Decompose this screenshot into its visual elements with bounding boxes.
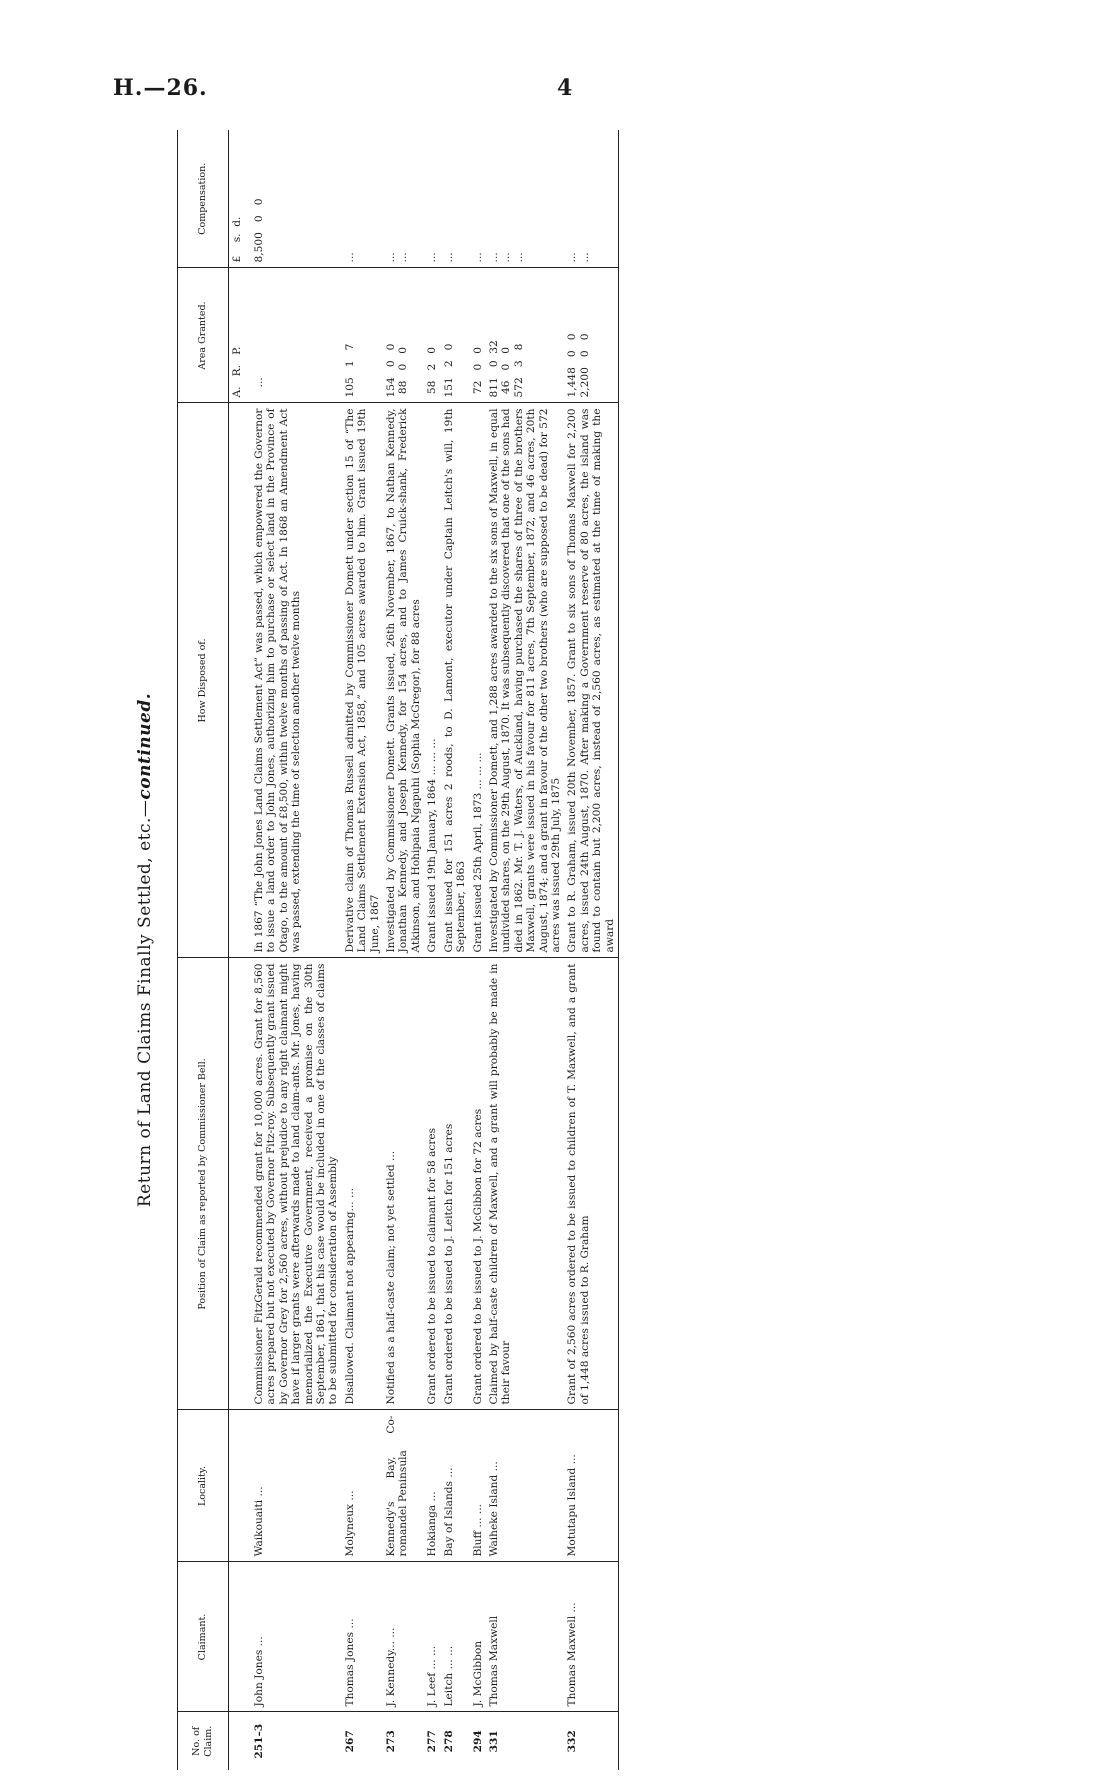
col-header-claimant: Claimant. bbox=[178, 1562, 229, 1712]
locality: Motutapu Island ... bbox=[564, 1410, 618, 1562]
claimant: Thomas Maxwell bbox=[486, 1562, 564, 1712]
claimant: J. McGibbon bbox=[470, 1562, 486, 1712]
how-disposed: Grant issued 19th January, 1864 ... ... ... bbox=[424, 403, 440, 958]
compensation: 8,500 0 0 bbox=[251, 130, 342, 268]
compensation: ... bbox=[470, 130, 486, 268]
compensation: ... ... ... bbox=[486, 130, 564, 268]
area-granted: 151 2 0 bbox=[441, 268, 470, 403]
claimant: John Jones ... bbox=[251, 1562, 342, 1712]
locality: Bluff ... ... bbox=[470, 1410, 486, 1562]
claimant: J. Kennedy... ... bbox=[383, 1562, 424, 1712]
area-granted: 58 2 0 bbox=[424, 268, 440, 403]
locality: Kennedy's Bay, Co-romandel Peninsula bbox=[383, 1410, 424, 1562]
table-row bbox=[229, 130, 252, 1770]
area-units: A. R. P. bbox=[229, 268, 252, 403]
how-disposed: Investigated by Commissioner Domett. Grants issued, 26th November, 1867, to Nathan Kennedy, Jonathan Kennedy, and Joseph Kennedy, for 154 acres, and to James Cruick-shank, Frederick Atkinson, and Hohipaia Ngapuhi (Sophia McGregor), for 88 acres bbox=[383, 403, 424, 958]
how-disposed: Grant issued 25th April, 1873 ... ... ... bbox=[470, 403, 486, 958]
locality: Bay of Islands ... bbox=[441, 1410, 470, 1562]
locality: Waiheke Island ... bbox=[486, 1410, 564, 1562]
table-row bbox=[564, 130, 618, 1770]
locality: Waikouaiti ... bbox=[251, 1410, 342, 1562]
claim-number: 294 bbox=[471, 1730, 484, 1753]
claimant: Thomas Maxwell ... bbox=[564, 1562, 618, 1712]
claim-number: 332 bbox=[564, 1712, 618, 1770]
compensation: ... bbox=[441, 130, 470, 268]
claimant: Leitch ... ... bbox=[441, 1562, 470, 1712]
claim-position: Commissioner FitzGerald recommended grant for 10,000 acres. Grant for 8,560 acres prepared but not executed by Governor Fitz-roy. Subsequently grant issued by Governor Grey for 2,560 acres, without prejudice to any right claimant might have if larger grants were afterwards made to land claim-ants. Mr. Jones, having memorialized the Executive Government, received a promise on the 30th September, 1861, that his case would be included in one of the classes of claims to be submitted for consideration of Assembly bbox=[251, 958, 342, 1410]
claim-number: 278 bbox=[442, 1730, 455, 1753]
claim-number: 251–3 bbox=[253, 1723, 265, 1759]
table-row bbox=[486, 130, 564, 1770]
area-granted: 154 0 0 88 0 0 bbox=[383, 268, 424, 403]
how-disposed: Investigated by Commissioner Domett, and 1,288 acres awarded to the six sons of Maxwell, in equal undivided shares, on the 29th August, 1870. It was subsequently discovered that one of the sons had died in 1862. Mr. T. J. Waters, of Auckland, having purchased the shares of three of the brothers Maxwell, grants were issued in his favour for 811 acres, 7th September, 1872, and 46 acres, 20th August, 1874; and a grant in favour of the other two brothers (who are supposed to be dead) for 572 acres was issued 29th July, 1875 bbox=[486, 403, 564, 958]
col-header-disposed: How Disposed of. bbox=[178, 403, 229, 958]
claimant: Thomas Jones ... bbox=[342, 1562, 383, 1712]
claim-position: Grant ordered to be issued to J. Leitch for 151 acres bbox=[441, 958, 470, 1410]
claim-position: Claimed by half-caste children of Maxwell, and a grant will probably be made in their favour bbox=[486, 958, 564, 1410]
table-title bbox=[135, 130, 155, 1770]
rotated-return-table bbox=[125, 130, 1055, 1770]
land-claims-table bbox=[177, 130, 619, 1770]
col-header-compensation: Compensation. bbox=[178, 130, 229, 268]
col-header-area: Area Granted. bbox=[178, 268, 229, 403]
claim-position: Notified as a half-caste claim; not yet settled ... bbox=[383, 958, 424, 1410]
col-header-no: No. of Claim. bbox=[178, 1712, 229, 1770]
table-row bbox=[441, 130, 470, 1770]
how-disposed: In 1867 “The John Jones Land Claims Settlement Act” was passed, which empowered the Governor to issue a land order to John Jones, authorizing him to purchase or select land in the Province of Otago, to the amount of £8,500, within twelve months of passing of Act. In 1868 an Amendment Act was passed, extending the time of selection another twelve months bbox=[251, 403, 342, 958]
area-granted: 72 0 0 bbox=[470, 268, 486, 403]
compensation-units: £ s. d. bbox=[229, 130, 252, 268]
how-disposed: Derivative claim of Thomas Russell admitted by Commissioner Domett under section 15 of “The Land Claims Settlement Extension Act, 1858,” and 105 acres awarded to him. Grant issued 19th June, 1867 bbox=[342, 403, 383, 958]
locality: Hokianga ... bbox=[424, 1410, 440, 1562]
claim-number: 331 bbox=[487, 1730, 500, 1753]
claim-position: Grant ordered to be issued to claimant for 58 acres bbox=[424, 958, 440, 1410]
locality: Molyneux ... bbox=[342, 1410, 383, 1562]
document-code: H.—26. bbox=[113, 75, 208, 101]
table-row bbox=[251, 130, 342, 1770]
title-continued: continued. bbox=[135, 692, 155, 800]
col-header-position: Position of Claim as reported by Commissioner Bell. bbox=[178, 958, 229, 1410]
table-row bbox=[424, 130, 440, 1770]
claim-position: Grant ordered to be issued to J. McGibbon for 72 acres bbox=[470, 958, 486, 1410]
area-granted: ... bbox=[251, 268, 342, 403]
col-header-locality: Locality. bbox=[178, 1410, 229, 1562]
claim-position: Grant of 2,560 acres ordered to be issued to children of T. Maxwell, and a grant of 1,448 acres issued to R. Graham bbox=[564, 958, 618, 1410]
table-row bbox=[470, 130, 486, 1770]
claim-number: 277 bbox=[426, 1730, 439, 1753]
area-granted: 811 0 32 46 0 0 572 3 8 bbox=[486, 268, 564, 403]
title-main: Return of Land Claims Finally Settled, etc.— bbox=[135, 799, 155, 1208]
claimant: J. Leef ... ... bbox=[424, 1562, 440, 1712]
compensation: ... ... bbox=[564, 130, 618, 268]
table-row bbox=[342, 130, 383, 1770]
how-disposed: Grant issued for 151 acres 2 roods, to D. Lamont, executor under Captain Leitch's will, 19th September, 1863 bbox=[441, 403, 470, 958]
area-granted: 105 1 7 bbox=[342, 268, 383, 403]
header-row bbox=[178, 130, 229, 1770]
area-granted: 1,448 0 0 2,200 0 0 bbox=[564, 268, 618, 403]
table-row bbox=[383, 130, 424, 1770]
claim-number: 267 bbox=[343, 1730, 356, 1753]
compensation: ... bbox=[424, 130, 440, 268]
claim-position: Disallowed. Claimant not appearing... ... bbox=[342, 958, 383, 1410]
how-disposed: Grant to R. Graham, issued 20th November, 1857. Grant to six sons of Thomas Maxwell for 2,200 acres, issued 24th August, 1870. After making a Government reserve of 80 acres, the island was found to contain but 2,200 acres, instead of 2,560 acres, as estimated at the time of making the award bbox=[564, 403, 618, 958]
claim-number: 273 bbox=[385, 1730, 398, 1753]
compensation: ... bbox=[342, 130, 383, 268]
page-number: 4 bbox=[557, 75, 573, 101]
compensation: ... ... bbox=[383, 130, 424, 268]
